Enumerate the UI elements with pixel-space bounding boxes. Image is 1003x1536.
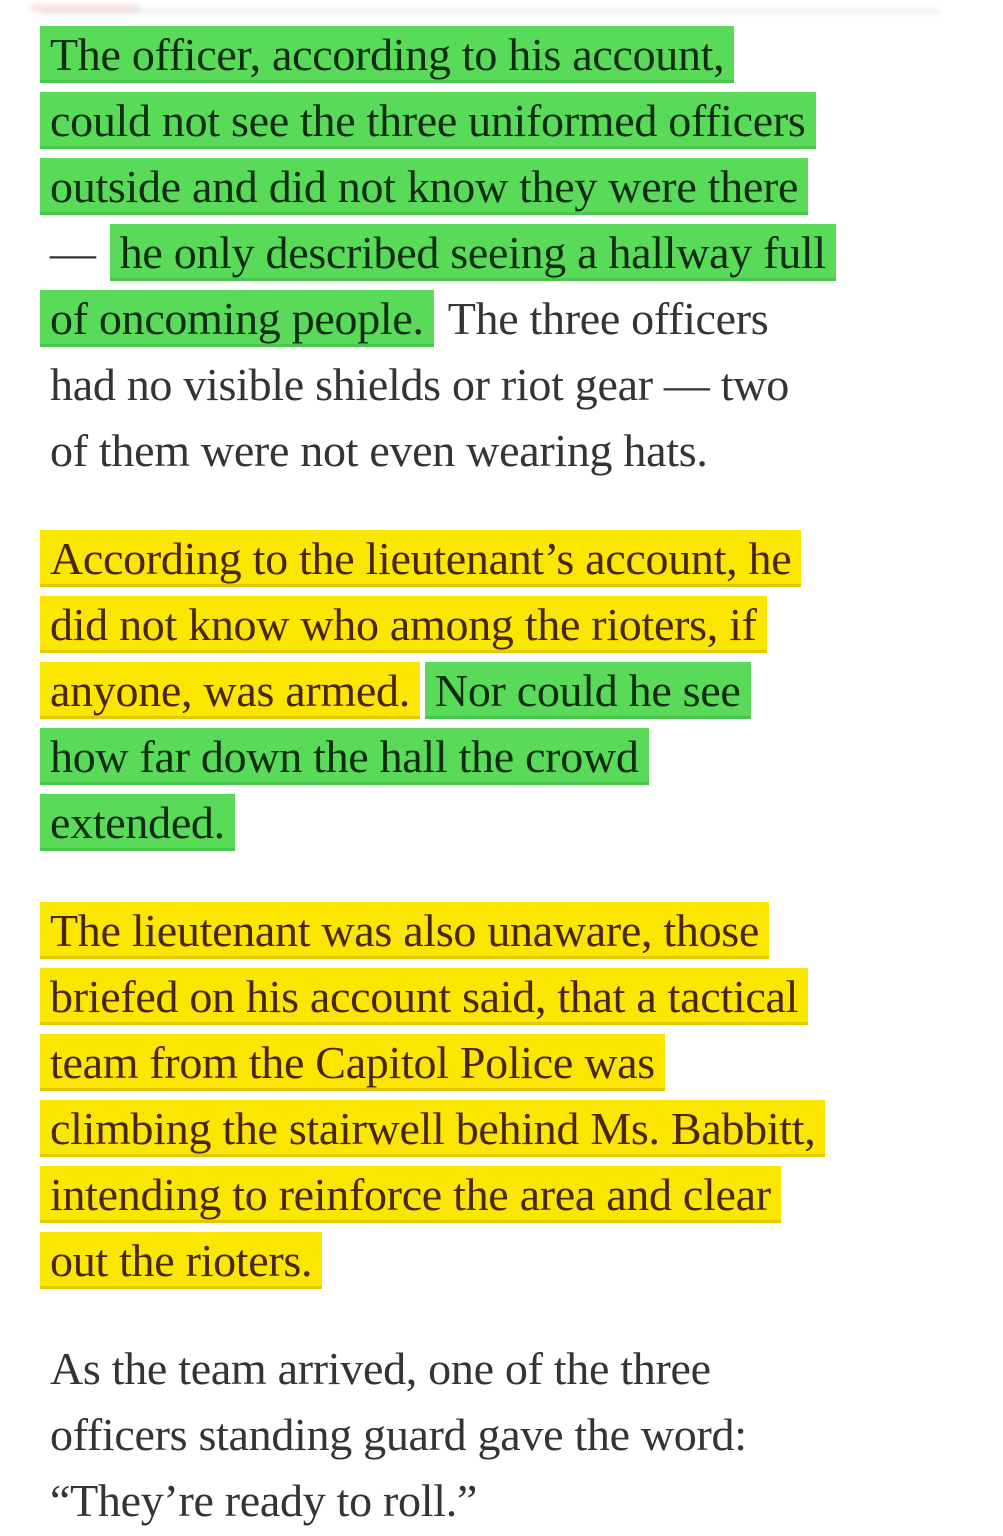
- pink-smudge-artifact: [30, 4, 140, 12]
- text-segment: of them were not even wearing hats.: [50, 425, 708, 476]
- highlighted-text-green: outside and did not know they were there: [40, 158, 808, 215]
- text-line: [50, 898, 990, 964]
- gray-smudge-artifact: [40, 9, 940, 14]
- highlighted-text-yellow: According to the lieutenant’s account, he: [40, 530, 801, 587]
- highlighted-text-green: he only described seeing a hallway full: [110, 224, 836, 281]
- text-line: [50, 88, 990, 154]
- highlighted-text-green: extended.: [40, 794, 235, 851]
- highlighted-text-green: Nor could he see: [425, 662, 751, 719]
- highlighted-text-green: how far down the hall the crowd: [40, 728, 649, 785]
- text-line: [50, 1336, 990, 1402]
- text-line: [50, 352, 990, 418]
- highlighted-text-green: The officer, according to his account,: [40, 26, 734, 83]
- highlighted-text-yellow: intending to reinforce the area and clear: [40, 1166, 781, 1223]
- text-line: [50, 286, 990, 352]
- text-line: [50, 1162, 990, 1228]
- highlighted-text-yellow: out the rioters.: [40, 1232, 322, 1289]
- paragraph-3: [50, 898, 990, 1294]
- text-line: [50, 220, 990, 286]
- text-line: [50, 1402, 990, 1468]
- text-line: [50, 1030, 990, 1096]
- text-line: [50, 1468, 990, 1534]
- text-segment: As the team arrived, one of the three: [50, 1343, 711, 1394]
- highlighted-text-green: could not see the three uniformed officers: [40, 92, 816, 149]
- text-segment: “They’re ready to roll.”: [50, 1475, 478, 1526]
- text-line: [50, 964, 990, 1030]
- text-segment: had no visible shields or riot gear — two: [50, 359, 789, 410]
- text-line: [50, 1228, 990, 1294]
- highlighted-text-yellow: did not know who among the rioters, if: [40, 596, 767, 653]
- text-segment: The three officers: [447, 293, 769, 344]
- text-line: [50, 790, 990, 856]
- paragraph-2: [50, 526, 990, 856]
- text-line: [50, 418, 990, 484]
- text-line: [50, 1096, 990, 1162]
- text-segment: officers standing guard gave the word:: [50, 1409, 747, 1460]
- text-line: [50, 658, 990, 724]
- highlighted-text-yellow: climbing the stairwell behind Ms. Babbitt,: [40, 1100, 825, 1157]
- cropped-previous-line-artifact: [0, 0, 1003, 16]
- text-line: [50, 724, 990, 790]
- text-line: [50, 154, 990, 220]
- highlighted-text-yellow: The lieutenant was also unaware, those: [40, 902, 769, 959]
- highlighted-text-yellow: team from the Capitol Police was: [40, 1034, 665, 1091]
- text-segment: —: [50, 227, 96, 278]
- text-line: [50, 22, 990, 88]
- text-line: [50, 592, 990, 658]
- highlighted-text-green: of oncoming people.: [40, 290, 434, 347]
- highlighted-text-yellow: anyone, was armed.: [40, 662, 420, 719]
- paragraph-1: [50, 22, 990, 484]
- paragraph-4: [50, 1336, 990, 1534]
- text-line: [50, 526, 990, 592]
- highlighted-text-yellow: briefed on his account said, that a tactical: [40, 968, 808, 1025]
- article-text: [50, 22, 990, 1534]
